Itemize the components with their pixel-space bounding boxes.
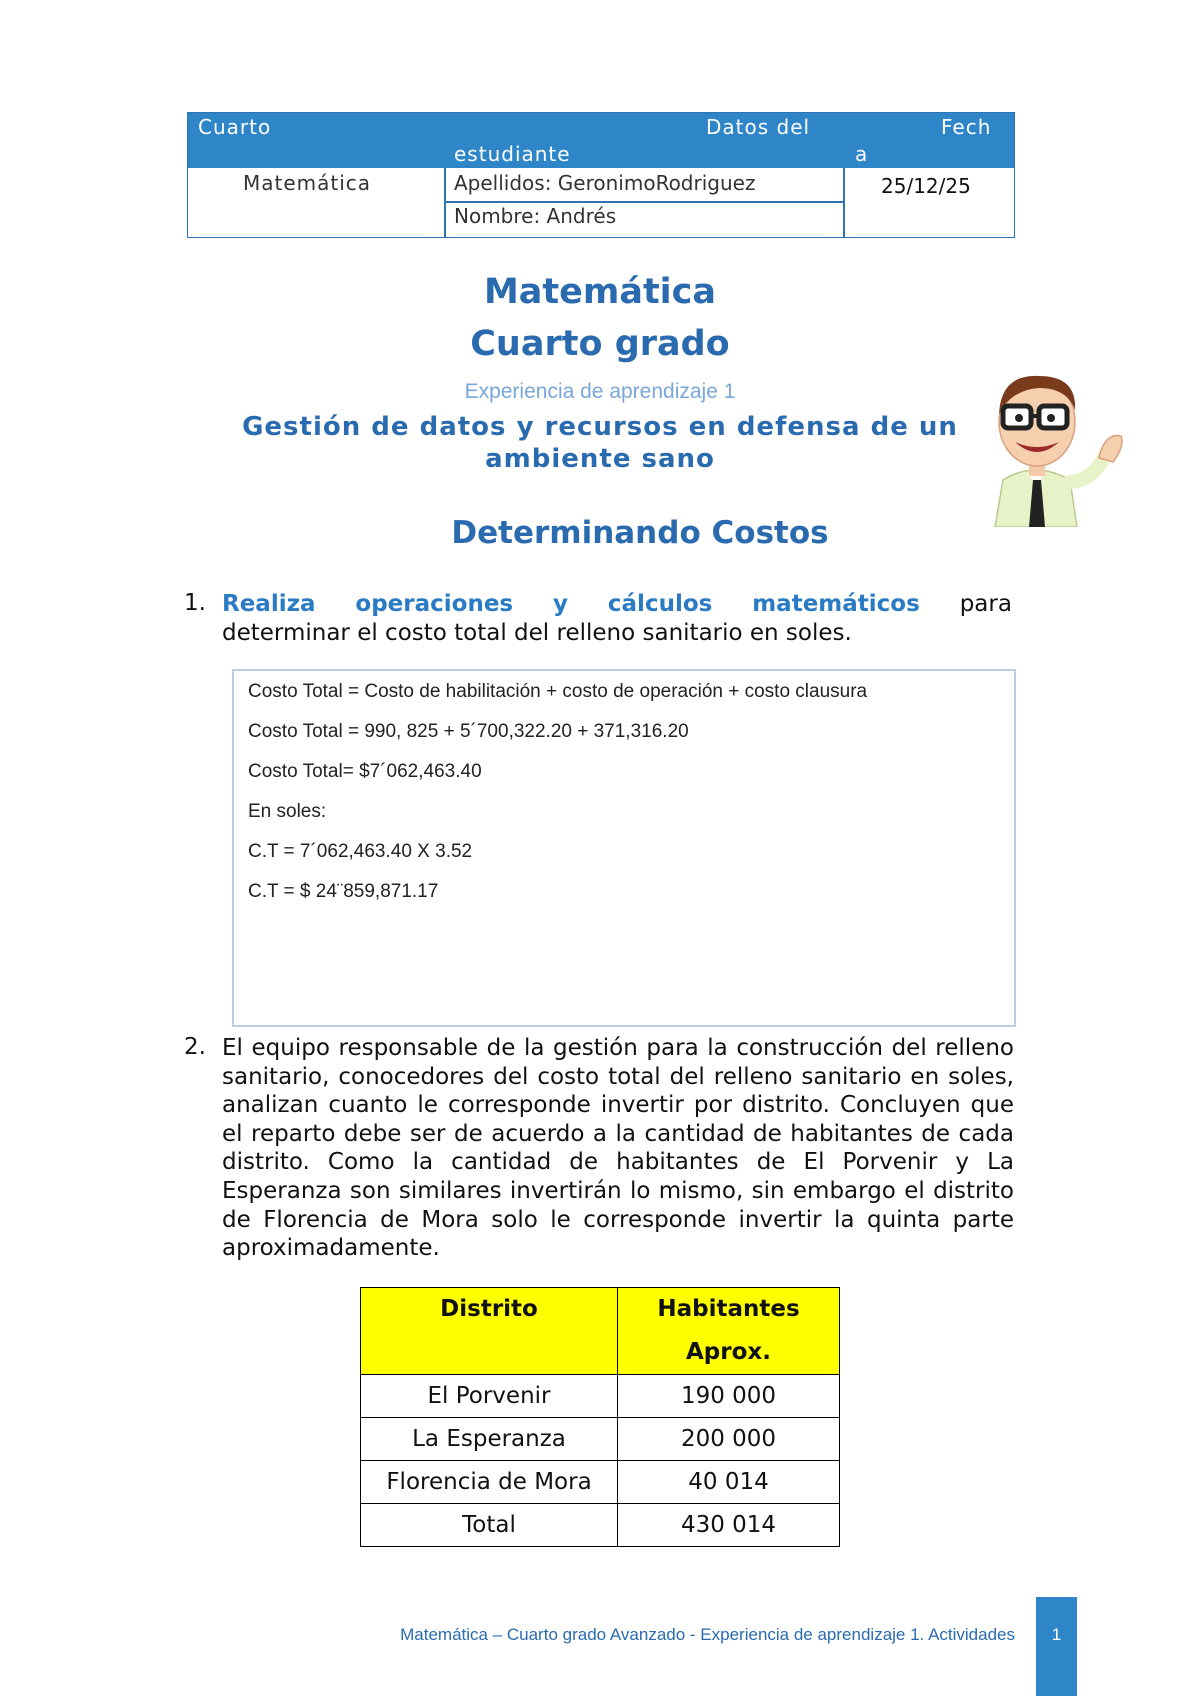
date-label-2: a [855,142,869,166]
experience-subtitle: Experiencia de aprendizaje 1 [464,380,736,403]
item-1-word: y [553,591,569,617]
page-number-box [1036,1597,1077,1696]
student-data-label-2: estudiante [454,142,571,166]
section-title: Determinando Costos [451,515,829,551]
calc-line: C.T = $ 24¨859,871.17 [248,881,439,902]
calculation-image [232,669,1016,1027]
grade-label: Cuarto [198,115,272,139]
table-row [361,1461,840,1504]
page-title: Matemática [483,272,717,312]
table-row [361,1418,840,1461]
item-2-text: El equipo responsable de la gestión para la construcción del relleno sanitario, conocedores del costo total del relleno sanitario en soles, analizan cuanto le corresponde invertir por distrito. Concluyen que el reparto debe ser de acuerdo a la cantidad de habitantes de cada distrito. Como la cantidad de habitantes de El Porvenir y La Esperanza son similares invertirán lo mismo, sin embargo el distrito de Florencia de Mora solo le corresponde invertir la quinta parte aproximadamente. [222,1035,1014,1262]
item-1-word: operaciones [355,591,514,617]
population-cell: 200 000 [618,1418,840,1461]
calc-line: Costo Total= $7´062,463.40 [248,761,482,782]
item-1-number: 1. [184,590,206,616]
population-table [360,1287,840,1547]
item-1-word: Realiza [222,591,316,617]
student-data-label-1: Datos del [706,115,811,139]
student-info-table [187,112,1015,238]
item-1-tail: para [959,591,1012,617]
table-row [361,1504,840,1547]
name-cell: Nombre: Andrés [454,204,617,228]
population-header-line-1: Habitantes [657,1296,800,1322]
district-cell: Total [361,1504,618,1547]
population-header [618,1288,840,1375]
population-cell: 190 000 [618,1375,840,1418]
item-1-word: matemáticos [752,591,920,617]
date-cell: 25/12/25 [881,174,971,198]
calc-line: C.T = 7´062,463.40 X 3.52 [248,841,473,862]
population-header-line-2: Aprox. [686,1339,771,1365]
table-row [361,1375,840,1418]
district-cell: El Porvenir [361,1375,618,1418]
header-band [188,113,1014,168]
district-cell: La Esperanza [361,1418,618,1461]
grade-title: Cuarto grado [470,324,730,364]
district-cell: Florencia de Mora [361,1461,618,1504]
item-1-line-2: determinar el costo total del relleno sanitario en soles. [222,619,852,646]
item-1-text [222,590,1012,647]
table-header-row [361,1288,840,1375]
subject-cell: Matemática [243,171,372,195]
district-header: Distrito [361,1288,618,1375]
population-cell: 430 014 [618,1504,840,1547]
page-number: 1 [1051,1625,1062,1644]
population-cell: 40 014 [618,1461,840,1504]
date-label-1: Fech [941,115,992,139]
page-footer: Matemática – Cuarto grado Avanzado - Experiencia de aprendizaje 1. Actividades [400,1625,1015,1644]
calc-line: Costo Total = Costo de habilitación + costo de operación + costo clausura [248,681,868,702]
teacher-illustration [975,362,1135,527]
surname-cell: Apellidos: GeronimoRodriguez [454,171,756,195]
calc-line: En soles: [248,801,327,822]
calc-line: Costo Total = 990, 825 + 5´700,322.20 + 371,316.20 [248,721,689,742]
item-2-number: 2. [184,1034,206,1060]
topic-title: Gestión de datos y recursos en defensa de un ambiente sano [242,412,958,474]
item-1-word: cálculos [607,591,713,617]
